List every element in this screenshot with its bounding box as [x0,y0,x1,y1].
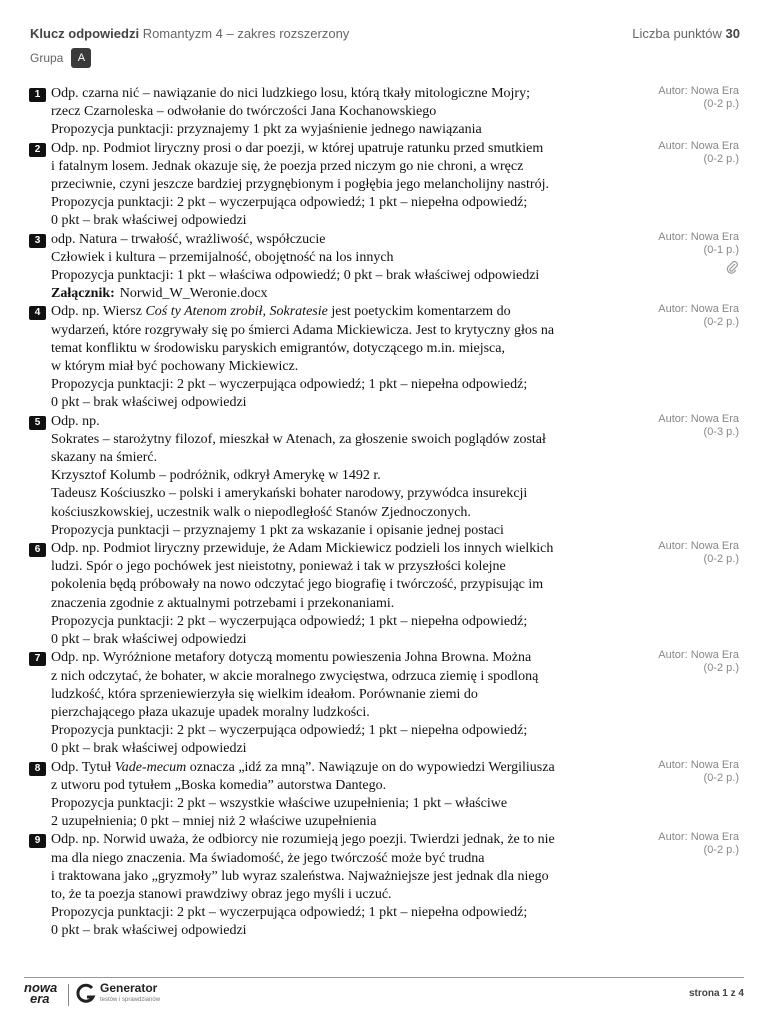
answer-line: 0 pkt – brak właściwej odpowiedzi [51,923,247,939]
points-total [632,26,740,41]
question-number-badge: 5 [29,416,46,430]
points-range: (0-2 p.) [703,771,739,784]
answer-line: 0 pkt – brak właściwej odpowiedzi [51,395,247,411]
answer-line: 0 pkt – brak właściwej odpowiedzi [51,213,247,229]
author-label: Autor: Nowa Era [658,85,739,97]
generator-g-icon [76,983,96,1005]
answer-line: Odp. np. Norwid uważa, że odbiorcy nie rozumieją jego poezji. Twierdzi jednak, że to nie [51,832,555,848]
answer-line: wydarzeń, które rozgrywały się po śmierci Adama Mickiewicza. Jest to krytyczny głos na [51,322,555,338]
question-number-badge: 7 [29,652,46,666]
answer-line: rzecz Czarnoleska – odwołanie do twórczości Jana Kochanowskiego [51,104,437,120]
answer-line: Odp. czarna nić – nawiązanie do nici ludzkiego losu, którą tkały mitologiczne Mojry; [51,86,530,101]
answer-text [51,303,641,412]
answer-line: Tadeusz Kościuszko – polski i amerykański bohater narodowy, przywódca insurekcji [51,486,528,502]
answer-line: w którym miał być pochowany Mickiewicz. [51,359,299,375]
author-label: Autor: Nowa Era [658,831,739,844]
question-meta [658,831,739,857]
question-meta [658,413,739,439]
answer-line: skazany na śmierć. [51,450,158,466]
answer-line: 0 pkt – brak właściwej odpowiedzi [51,741,247,757]
answer-line: to, że ta poezja stanowi prawdziwy obraz jego myśli i uczuć. [51,886,392,902]
answer-line: Propozycja punktacji: 2 pkt – wyczerpująca odpowiedź; 1 pkt – niepełna odpowiedź; [51,905,528,921]
answer-line: pierzchającego płaza ukazuje upadek moralny ludzkości. [51,704,370,720]
attachment-filename[interactable]: Norwid_W_Weronie.docx [119,286,268,302]
question-number-badge: 4 [29,306,46,320]
question-number-badge: 3 [29,234,46,248]
answer-line: i fatalnym losem. Jednak okazuje się, że poezja przed niczym go nie chroni, a wręcz [51,158,524,174]
answer-line: Odp. np. Podmiot liryczny prosi o dar poezji, w której upatruje ratunku przed smutkiem [51,140,544,156]
question-item [29,759,744,832]
question-item [29,303,744,412]
group-label: Grupa [30,51,64,65]
author-label: Autor: Nowa Era [658,139,739,152]
answer-line: Propozycja punktacji: 2 pkt – wyczerpująca odpowiedź; 1 pkt – niepełna odpowiedź; [51,723,528,739]
attachment-label: Załącznik: [51,286,115,302]
answer-line: ludzkość, która sprzeniewierzyła się wielkim ideałom. Porównanie ziemi do [51,686,478,702]
question-meta [658,231,739,274]
points-range: (0-3 p.) [703,425,739,438]
question-item [29,231,744,304]
group-badge: A [71,48,91,68]
points-range: (0-2 p.) [703,152,739,165]
question-meta [658,649,739,675]
document-title-subject: Romantyzm 4 – zakres rozszerzony [142,26,350,41]
answer-line: Odp. np. Wiersz Coś ty Atenom zrobił, Sokratesie jest poetyckim komentarzem do [51,304,511,320]
generator-logo [76,982,160,1006]
answer-line: ludzi. Spór o jego pochówek jest nieistotny, ponieważ i tak w przyszłości kolejne [51,559,506,575]
answer-text [51,649,641,758]
answer-line: przeciwnie, czyni jeszcze bardziej przygnębionym i pogłębia jego melancholijny nastrój. [51,177,549,193]
question-number-badge: 2 [29,143,46,157]
question-meta [658,85,739,111]
answer-line: znaczenia zgodnie z aktualnymi potrzebami i przekonaniami. [51,595,395,611]
paperclip-icon[interactable] [725,260,739,274]
answer-line: Odp. np. Wyróżnione metafory dotyczą momentu powieszenia Johna Browna. Można [51,650,532,666]
points-range: (0-2 p.) [703,98,739,110]
author-label: Autor: Nowa Era [658,303,739,316]
answer-text [51,231,641,304]
points-value: 30 [725,26,740,41]
answer-key-list [29,85,744,941]
question-meta [658,540,739,566]
answer-line: 0 pkt – brak właściwej odpowiedzi [51,632,247,648]
answer-line: Propozycja punktacji: 2 pkt – wyczerpująca odpowiedź; 1 pkt – niepełna odpowiedź; [51,195,528,211]
points-range: (0-1 p.) [703,243,739,256]
answer-line: Propozycja punktacji: 2 pkt – wyczerpująca odpowiedź; 1 pkt – niepełna odpowiedź; [51,377,528,393]
points-range: (0-2 p.) [703,844,739,857]
author-label: Autor: Nowa Era [658,412,739,425]
answer-line: Człowiek i kultura – przemijalność, obojętność na los innych [51,249,394,265]
logo-separator [68,984,69,1006]
answer-line: i traktowana jako „gryzmoły” lub wyraz szaleństwa. Najważniejsze jest jednak dla niego [51,868,549,884]
points-range: (0-2 p.) [703,553,739,566]
question-item [29,831,744,940]
answer-line: pokolenia będą próbowały na nowo odczytać jego biografię i twórczość, przypisując im [51,577,544,593]
answer-text [51,759,641,832]
points-label: Liczba punktów [632,26,722,41]
question-item [29,649,744,758]
question-item [29,85,744,140]
answer-line: temat konfliktu w środowisku paryskich emigrantów, dotyczącego m.in. miejsca, [51,340,505,356]
answer-line: 2 uzupełnienia; 0 pkt – mniej niż 2 właściwe uzupełnienia [51,814,377,830]
document-header [30,26,740,74]
footer-divider [24,977,744,978]
answer-line: z utworu pod tytułem „Boska komedia” autorstwa Dantego. [51,777,387,793]
question-meta [658,303,739,329]
answer-line: kościuszkowskiej, uczestnik walk o niepodległość Stanów Zjednoczonych. [51,504,471,520]
author-label: Autor: Nowa Era [658,540,739,553]
question-meta [658,140,739,166]
generator-title: Generator [100,981,158,995]
answer-line: Propozycja punktacji – przyznajemy 1 pkt za wskazanie i opisanie jednej postaci [51,522,504,538]
question-item [29,413,744,540]
answer-line: Propozycja punktacji: przyznajemy 1 pkt za wyjaśnienie jednego nawiązania [51,122,482,138]
answer-line: Propozycja punktacji: 1 pkt – właściwa odpowiedź; 0 pkt – brak właściwej odpowiedzi [51,268,540,284]
attachment-line [51,285,641,303]
author-label: Autor: Nowa Era [658,758,739,771]
answer-text [51,831,641,940]
question-number-badge: 9 [29,834,46,848]
question-item [29,140,744,231]
answer-line: ma dla niego znaczenia. Ma świadomość, że jego twórczość może być trudna [51,850,485,866]
answer-text [51,413,641,540]
question-number-badge: 6 [29,543,46,557]
points-range: (0-2 p.) [703,316,739,329]
question-item [29,540,744,649]
answer-line: Sokrates – starożytny filozof, mieszkał w Atenach, za głoszenie swoich poglądów został [51,431,546,447]
answer-text [51,85,641,140]
answer-line: Odp. np. Podmiot liryczny przewiduje, że Adam Mickiewicz podzieli los innych wielkich [51,541,554,557]
answer-line: odp. Natura – trwałość, wrażliwość, współczucie [51,231,326,247]
question-number-badge: 8 [29,762,46,776]
generator-subtitle: testów i sprawdzianów [100,997,161,1003]
page-number: strona 1 z 4 [688,988,744,999]
answer-line: Propozycja punktacji: 2 pkt – wyczerpująca odpowiedź; 1 pkt – niepełna odpowiedź; [51,613,528,629]
answer-line: Odp. np. [51,413,100,429]
points-range: (0-2 p.) [703,662,739,675]
author-label: Autor: Nowa Era [658,649,739,662]
work-title: Vade-mecum [114,759,187,775]
answer-line: Odp. Tytuł Vade-mecum oznacza „idź za mną”. Nawiązuje on do wypowiedzi Wergiliusza [51,759,555,775]
answer-line: Propozycja punktacji: 2 pkt – wszystkie właściwe uzupełnienia; 1 pkt – właściwe [51,795,508,811]
document-title [30,26,349,41]
nowa-era-logo: nowa era [24,980,58,1006]
work-title: Coś ty Atenom zrobił, Sokratesie [145,304,328,320]
question-meta [658,759,739,785]
answer-text [51,540,641,649]
group-indicator [30,48,91,68]
page-footer [24,982,744,1010]
answer-text [51,140,641,231]
answer-line: Krzysztof Kolumb – podróżnik, odkrył Amerykę w 1492 r. [51,468,381,484]
author-label: Autor: Nowa Era [658,230,739,243]
question-number-badge: 1 [29,88,46,102]
answer-line: z nich odczytać, że bohater, w akcie moralnego zwycięstwa, odrzuca ziemię i spodloną [51,668,539,684]
document-title-bold: Klucz odpowiedzi [30,26,140,41]
